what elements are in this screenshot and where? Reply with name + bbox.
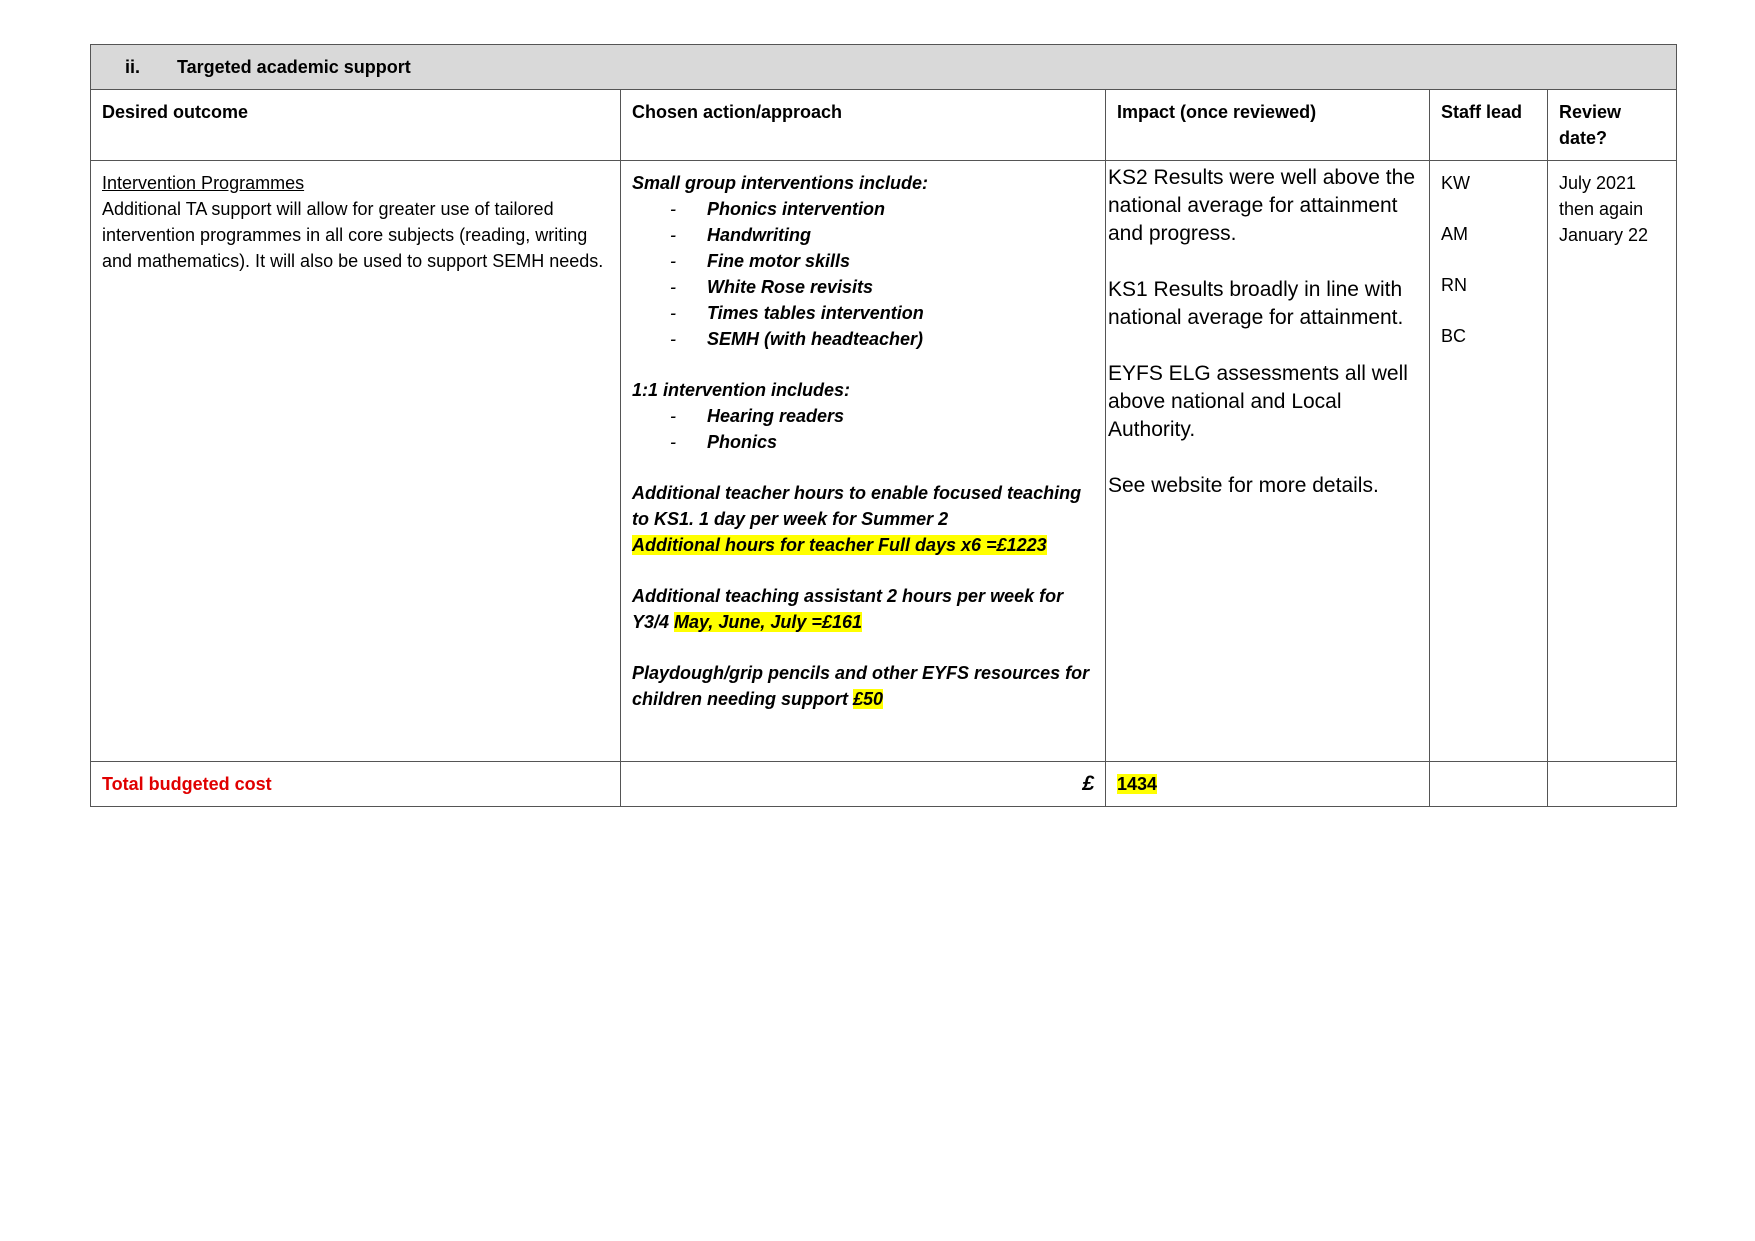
impact-paragraph: KS2 Results were well above the national average for attainment and progress. — [1108, 166, 1415, 245]
outcome-cell — [91, 161, 621, 762]
list-item: - Phonics intervention — [632, 196, 1094, 222]
total-row — [91, 762, 1677, 807]
one-to-one-list — [632, 403, 1094, 455]
list-item: - SEMH (with headteacher) — [632, 326, 1094, 352]
header-review-date-line2: date? — [1559, 128, 1608, 148]
staff-lead-item: AM — [1441, 224, 1468, 244]
impact-cell — [1106, 161, 1430, 762]
header-chosen-action: Chosen action/approach — [621, 90, 1106, 161]
one-to-one-title: 1:1 intervention includes: — [632, 380, 851, 400]
resources-cost: £50 — [853, 689, 884, 709]
total-label: Total budgeted cost — [91, 762, 621, 807]
list-item: - White Rose revisits — [632, 274, 1094, 300]
resources-block — [632, 660, 1094, 712]
ta-hours-text: Additional teaching assistant 2 hours per week for Y3/4 — [632, 586, 1064, 632]
action-cell — [621, 161, 1106, 762]
list-item: - Fine motor skills — [632, 248, 1094, 274]
header-staff-lead: Staff lead — [1430, 90, 1548, 161]
small-group-title: Small group interventions include: — [632, 173, 929, 193]
list-item: - Handwriting — [632, 222, 1094, 248]
outcome-text: Additional TA support will allow for greater use of tailored intervention programmes in all core subjects (reading, writing and mathematics). It will also be used to support SEMH needs. — [102, 199, 604, 271]
review-date-cell — [1548, 161, 1677, 762]
total-empty-staff — [1430, 762, 1548, 807]
staff-lead-item: KW — [1441, 173, 1470, 193]
impact-paragraph: EYFS ELG assessments all well above national and Local Authority. — [1108, 362, 1408, 441]
header-review-date-line1: Review — [1559, 102, 1622, 122]
list-item: - Hearing readers — [632, 403, 1094, 429]
section-title: Targeted academic support — [177, 57, 411, 77]
body-row — [91, 161, 1677, 762]
ta-hours-block — [632, 583, 1094, 635]
review-date-line2: then again — [1559, 199, 1644, 219]
staff-lead-item: RN — [1441, 275, 1467, 295]
teacher-hours-cost: Additional hours for teacher Full days x6 =£1223 — [632, 535, 1047, 555]
total-value: 1434 — [1117, 774, 1158, 794]
targeted-support-table — [90, 44, 1677, 807]
list-item: - Phonics — [632, 429, 1094, 455]
review-date-line3: January 22 — [1559, 225, 1649, 245]
impact-paragraph: KS1 Results broadly in line with national average for attainment. — [1108, 278, 1404, 329]
review-date-line1: July 2021 — [1559, 173, 1637, 193]
ta-hours-cost: May, June, July =£161 — [674, 612, 862, 632]
section-number: ii. — [125, 57, 141, 77]
total-currency: £ — [621, 762, 1106, 807]
teacher-hours-text: Additional teacher hours to enable focused teaching to KS1. 1 day per week for Summer 2 — [632, 483, 1082, 529]
header-impact: Impact (once reviewed) — [1106, 90, 1430, 161]
column-header-row — [91, 90, 1677, 161]
small-group-list — [632, 196, 1094, 352]
staff-lead-item: BC — [1441, 326, 1467, 346]
header-desired-outcome: Desired outcome — [91, 90, 621, 161]
resources-text: Playdough/grip pencils and other EYFS resources for children needing support — [632, 663, 1090, 709]
section-header-cell — [91, 45, 1677, 90]
total-empty-review — [1548, 762, 1677, 807]
outcome-heading: Intervention Programmes — [102, 173, 305, 193]
list-item: - Times tables intervention — [632, 300, 1094, 326]
section-header-row — [91, 45, 1677, 90]
total-value-cell — [1106, 762, 1430, 807]
impact-paragraph: See website for more details. — [1108, 474, 1379, 497]
header-review-date — [1548, 90, 1677, 161]
staff-lead-cell — [1430, 161, 1548, 762]
